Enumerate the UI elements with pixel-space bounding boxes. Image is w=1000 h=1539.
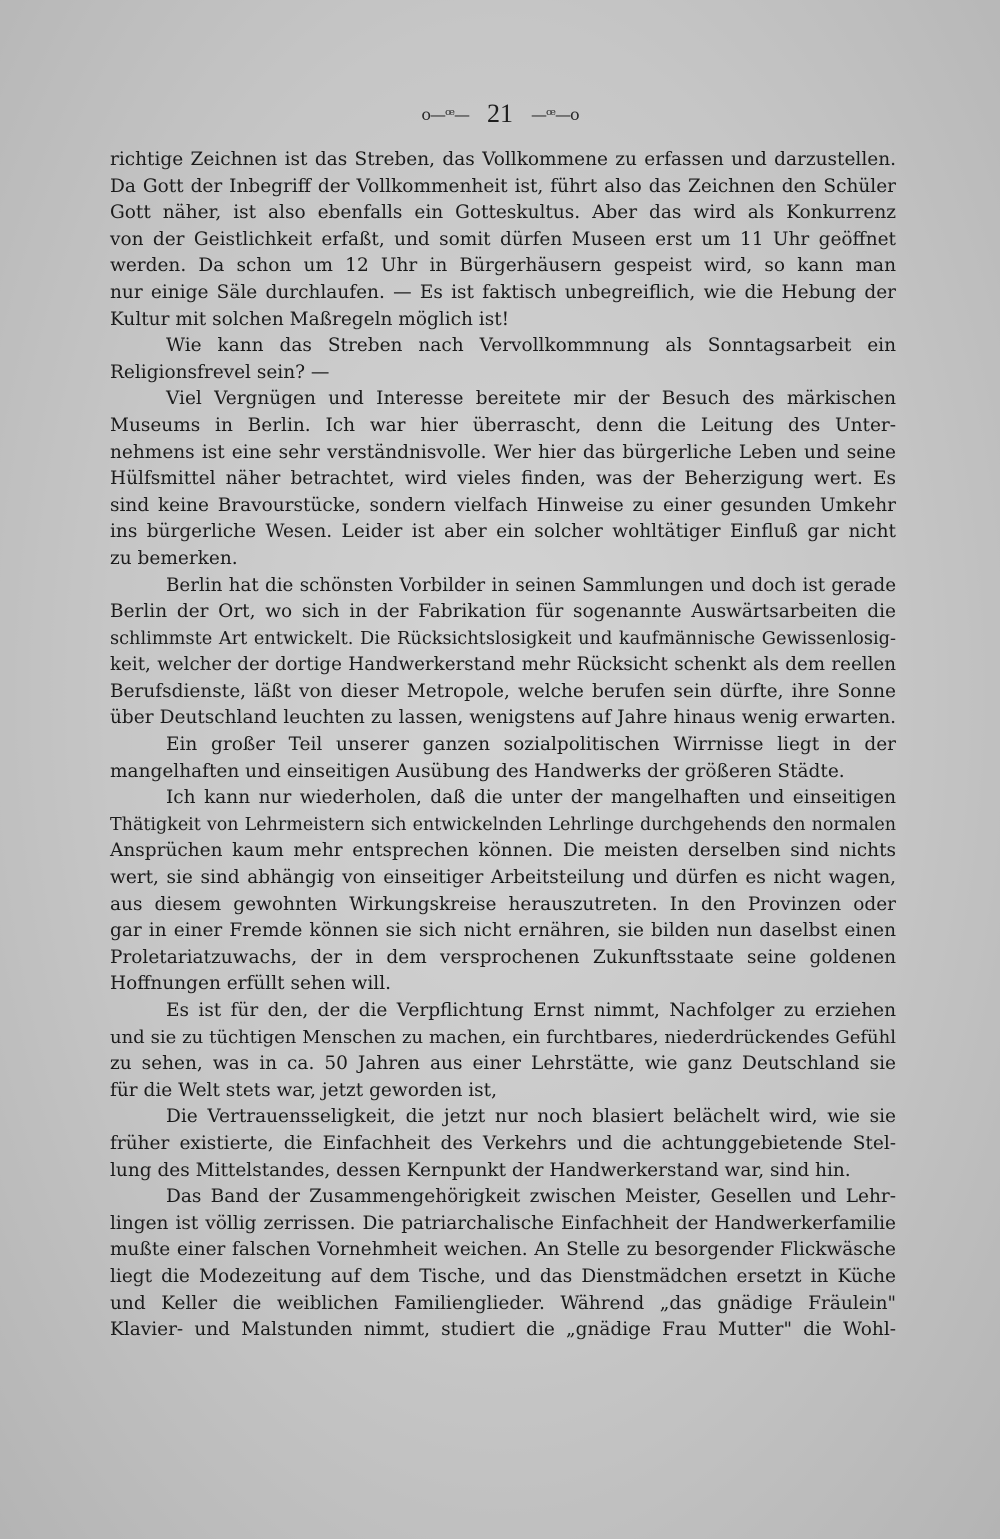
page-header [0, 96, 1000, 132]
text-line: Hoffnungen erfüllt sehen will. [110, 973, 392, 995]
text-line: Ich kann nur wiederholen, daß die unter der mangelhaften und einseitigen [166, 787, 896, 809]
text-line: von der Geistlichkeit erfaßt, und somit dürfen Museen erst um 11 Uhr geöffnet [110, 228, 896, 250]
text-line: Die Vertrauensseligkeit, die jetzt nur noch blasiert belächelt wird, wie sie [166, 1106, 896, 1128]
text-line: liegt die Modezeitung auf dem Tische, und das Dienstmädchen ersetzt in Küche [110, 1265, 896, 1287]
text-line: Berufsdienste, läßt von dieser Metropole, welche berufen sein dürfte, ihre Sonne [110, 680, 896, 702]
text-line: und Keller die weiblichen Familienglieder. Während „das gnädige Fräulein" [110, 1292, 896, 1314]
ornament-left-icon: o—ꟹ— [421, 104, 469, 124]
text-line: nur einige Säle durchlaufen. — Es ist faktisch unbegreiflich, wie die Hebung der [110, 281, 896, 303]
text-line: Ein großer Teil unserer ganzen sozialpolitischen Wirrnisse liegt in der [166, 734, 896, 756]
text-line: keit, welcher der dortige Handwerkerstand mehr Rücksicht schenkt als dem reellen [110, 654, 896, 676]
text-line: gar in einer Fremde können sie sich nicht ernähren, sie bilden nun daselbst einen [110, 920, 896, 942]
text-line: Da Gott der Inbegriff der Vollkommenheit ist, führt also das Zeichnen den Schüler [110, 175, 896, 197]
text-line: Hülfsmittel näher betrachtet, wird vieles finden, was der Beherzigung wert. Es [110, 468, 896, 490]
text-line: Berlin hat die schönsten Vorbilder in seinen Sammlungen und doch ist gerade [166, 574, 896, 596]
text-line: aus diesem gewohnten Wirkungskreise herauszutreten. In den Provinzen oder [110, 893, 896, 915]
text-line: mußte einer falschen Vornehmheit weichen. An Stelle zu besorgender Flickwäsche [110, 1239, 896, 1261]
text-line: Wie kann das Streben nach Vervollkommnung als Sonntagsarbeit ein [166, 335, 896, 357]
text-line: lung des Mittelstandes, dessen Kernpunkt der Handwerkerstand war, sind hin. [110, 1159, 851, 1181]
page-number: 21 [487, 99, 513, 128]
text-line: Viel Vergnügen und Interesse bereitete mir der Besuch des märkischen [166, 388, 896, 410]
text-line: Berlin der Ort, wo sich in der Fabrikation für sogenannte Auswärtsarbeiten die [110, 601, 896, 623]
text-line: Thätigkeit von Lehrmeistern sich entwickelnden Lehrlinge durchgehends den normalen [110, 814, 896, 835]
text-line: Das Band der Zusammengehörigkeit zwischen Meister, Gesellen und Lehr- [166, 1186, 896, 1208]
text-line: lingen ist völlig zerrissen. Die patriarchalische Einfachheit der Handwerkerfamilie [110, 1212, 896, 1234]
text-line: schlimmste Art entwickelt. Die Rücksichtslosigkeit und kaufmännische Gewissenlosig- [110, 628, 896, 649]
text-line: Klavier- und Malstunden nimmt, studiert die „gnädige Frau Mutter" die Wohl- [110, 1319, 896, 1341]
text-line: und sie zu tüchtigen Menschen zu machen, ein furchtbares, niederdrückendes Gefühl [110, 1026, 896, 1048]
text-line: Kultur mit solchen Maßregeln möglich ist! [110, 308, 510, 330]
text-line: mangelhaften und einseitigen Ausübung des Handwerks der größeren Städte. [110, 760, 845, 782]
text-line: ins bürgerliche Wesen. Leider ist aber ein solcher wohltätiger Einfluß gar nicht [110, 521, 896, 543]
text-line: Ansprüchen kaum mehr entsprechen können. Die meisten derselben sind nichts [110, 840, 896, 862]
body-text [110, 147, 896, 1344]
text-line: zu bemerken. [110, 547, 238, 569]
text-line: Gott näher, ist also ebenfalls ein Gotteskultus. Aber das wird als Konkurrenz [110, 202, 896, 224]
text-line: Museums in Berlin. Ich war hier überrascht, denn die Leitung des Unter- [110, 414, 896, 436]
text-line: sind keine Bravourstücke, sondern vielfach Hinweise zu einer gesunden Umkehr [110, 494, 896, 516]
text-line: Es ist für den, der die Verpflichtung Ernst nimmt, Nachfolger zu erziehen [166, 1000, 896, 1021]
text-line: Proletariatzuwachs, der in dem versprochenen Zukunftsstaate seine goldenen [110, 946, 896, 968]
text-line: für die Welt stets war, jetzt geworden ist, [110, 1079, 497, 1101]
ornament-right-icon: —ꟹ—o [531, 104, 579, 124]
text-line: nehmens ist eine sehr verständnisvolle. Wer hier das bürgerliche Leben und seine [110, 441, 896, 463]
text-line: früher existierte, die Einfachheit des Verkehrs und die achtunggebietende Stel- [110, 1132, 896, 1154]
text-line: wert, sie sind abhängig von einseitiger Arbeitsteilung und dürfen es nicht wagen, [110, 867, 896, 889]
text-line: zu sehen, was in ca. 50 Jahren aus einer Lehrstätte, wie ganz Deutschland sie [110, 1053, 896, 1075]
text-line: werden. Da schon um 12 Uhr in Bürgerhäusern gespeist wird, so kann man [110, 255, 896, 277]
text-line: richtige Zeichnen ist das Streben, das Vollkommene zu erfassen und darzustellen. [110, 149, 896, 170]
text-line: über Deutschland leuchten zu lassen, wenigstens auf Jahre hinaus wenig erwarten. [110, 707, 896, 729]
text-line: Religionsfrevel sein? — [110, 361, 330, 383]
